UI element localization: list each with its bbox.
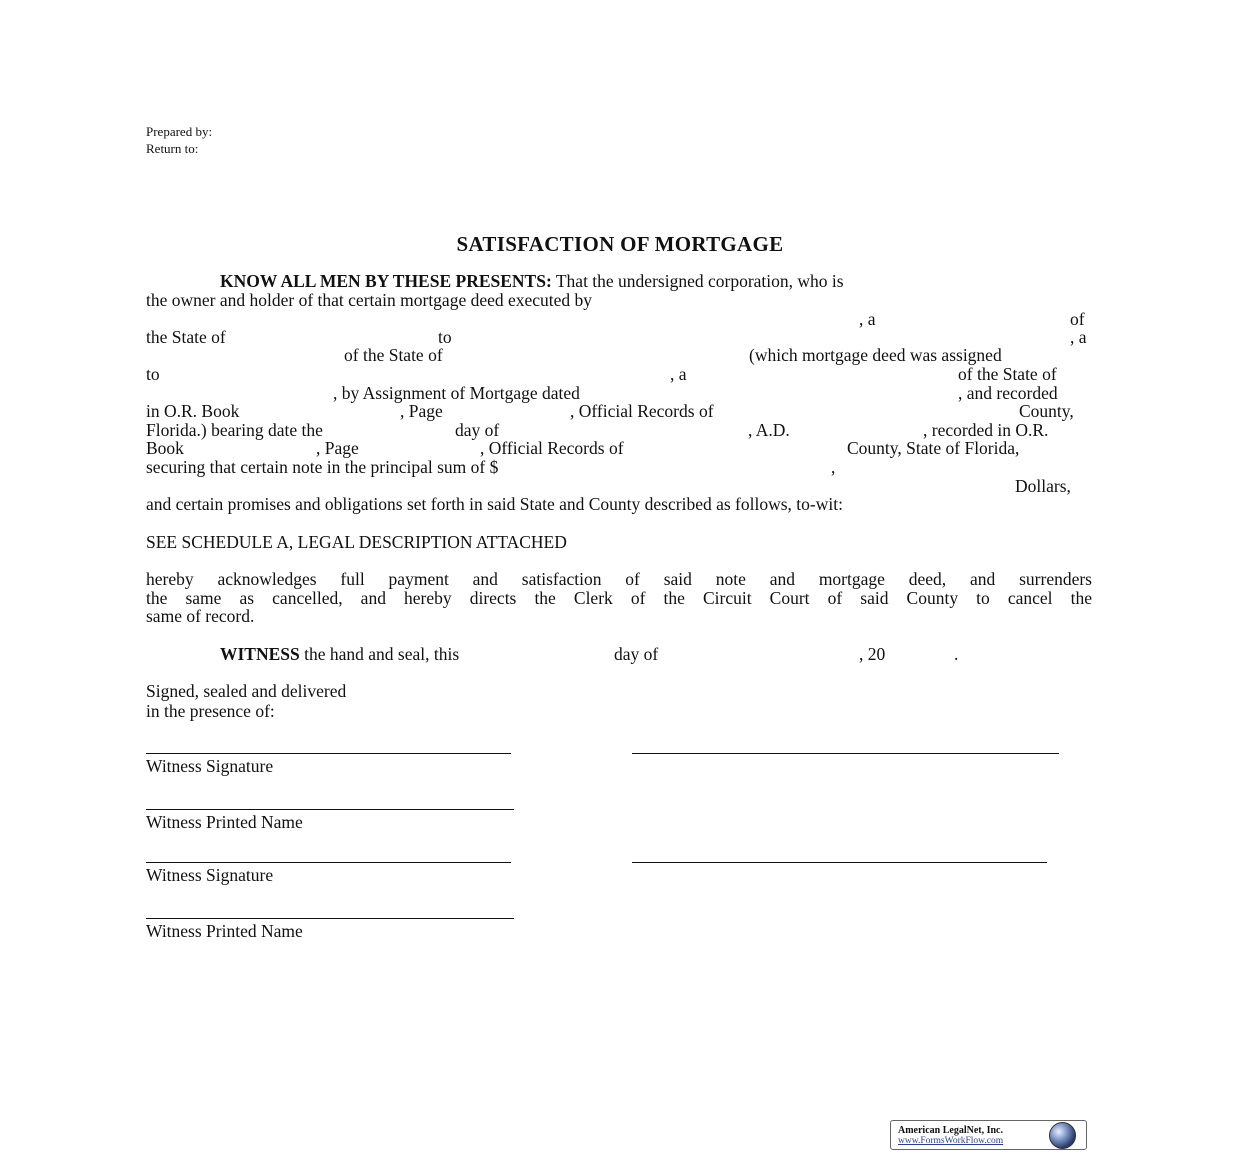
row9-ad: , A.D. <box>748 420 790 440</box>
row4-to: to <box>438 327 452 347</box>
intro-heading: KNOW ALL MEN BY THESE PRESENTS: <box>220 271 552 291</box>
witness-signature-line-1[interactable] <box>146 753 511 754</box>
row13-promises: and certain promises and obligations set forth in said State and County described as follows, to-wit: <box>146 494 843 514</box>
witness-printed-label-1: Witness Printed Name <box>146 812 303 832</box>
witness-clause-text: the hand and seal, this <box>304 644 460 664</box>
row9-day-of: day of <box>455 420 500 440</box>
row6-a: , a <box>670 364 687 384</box>
row10-page: , Page <box>316 438 359 458</box>
row5-state-of: of the State of <box>344 345 443 365</box>
intro-line-1 <box>220 271 844 292</box>
row6-to: to <box>146 364 160 384</box>
grantor-signature-line-1[interactable] <box>632 753 1059 754</box>
row12-dollars: Dollars, <box>1015 476 1071 496</box>
row10-book: Book <box>146 438 184 458</box>
ack-line-1: hereby acknowledges full payment and satisfaction of said note and mortgage deed, and surrenders <box>146 569 1092 589</box>
row8-page: , Page <box>400 401 443 421</box>
row9-bearing: Florida.) bearing date the <box>146 420 323 440</box>
row3-a: , a <box>859 309 876 329</box>
row11-comma: , <box>831 457 836 477</box>
return-to-label: Return to: <box>146 141 199 156</box>
row4-state-of: the State of <box>146 327 226 347</box>
witness-printed-label-2: Witness Printed Name <box>146 921 303 941</box>
globe-icon <box>1049 1122 1076 1149</box>
intro-line-2: the owner and holder of that certain mortgage deed executed by <box>146 290 593 310</box>
schedule-a: SEE SCHEDULE A, LEGAL DESCRIPTION ATTACHED <box>146 532 567 552</box>
row7-recorded: , and recorded <box>958 383 1058 403</box>
witness-period: . <box>954 644 959 664</box>
footer-brand: American LegalNet, Inc. <box>898 1125 1003 1136</box>
row9-recorded: , recorded in O.R. <box>923 420 1049 440</box>
row8-book: in O.R. Book <box>146 401 240 421</box>
witness-year: , 20 <box>859 644 886 664</box>
footer-logo[interactable] <box>890 1120 1087 1150</box>
witness-day-of: day of <box>614 644 659 664</box>
row5-assigned: (which mortgage deed was assigned <box>749 345 1002 365</box>
row8-county: County, <box>1019 401 1074 421</box>
signed-line-1: Signed, sealed and delivered <box>146 681 347 701</box>
witness-heading: WITNESS <box>220 644 300 664</box>
witness-signature-label-1: Witness Signature <box>146 756 274 776</box>
ack-line-3: same of record. <box>146 606 255 626</box>
document-title: SATISFACTION OF MORTGAGE <box>456 232 784 256</box>
row8-records: , Official Records of <box>570 401 714 421</box>
row6-state-of: of the State of <box>958 364 1057 384</box>
intro-text: That the undersigned corporation, who is <box>555 271 844 291</box>
witness-clause-start <box>220 644 459 665</box>
footer-url-link[interactable]: www.FormsWorkFlow.com <box>898 1136 1004 1146</box>
row10-county-state: County, State of Florida, <box>847 438 1020 458</box>
witness-signature-line-2[interactable] <box>146 862 511 863</box>
row4-a: , a <box>1070 327 1087 347</box>
row3-of: of <box>1070 309 1085 329</box>
row7-assignment: , by Assignment of Mortgage dated <box>333 383 580 403</box>
grantor-signature-line-2[interactable] <box>632 862 1047 863</box>
witness-printed-line-2[interactable] <box>146 918 514 919</box>
witness-printed-line-1[interactable] <box>146 809 514 810</box>
row11-principal: securing that certain note in the principal sum of $ <box>146 457 499 477</box>
signed-line-2: in the presence of: <box>146 701 275 721</box>
ack-line-2: the same as cancelled, and hereby directs the Clerk of the Circuit Court of said County to cancel the <box>146 588 1092 608</box>
row10-records: , Official Records of <box>480 438 624 458</box>
prepared-by-label: Prepared by: <box>146 124 213 139</box>
witness-signature-label-2: Witness Signature <box>146 865 274 885</box>
